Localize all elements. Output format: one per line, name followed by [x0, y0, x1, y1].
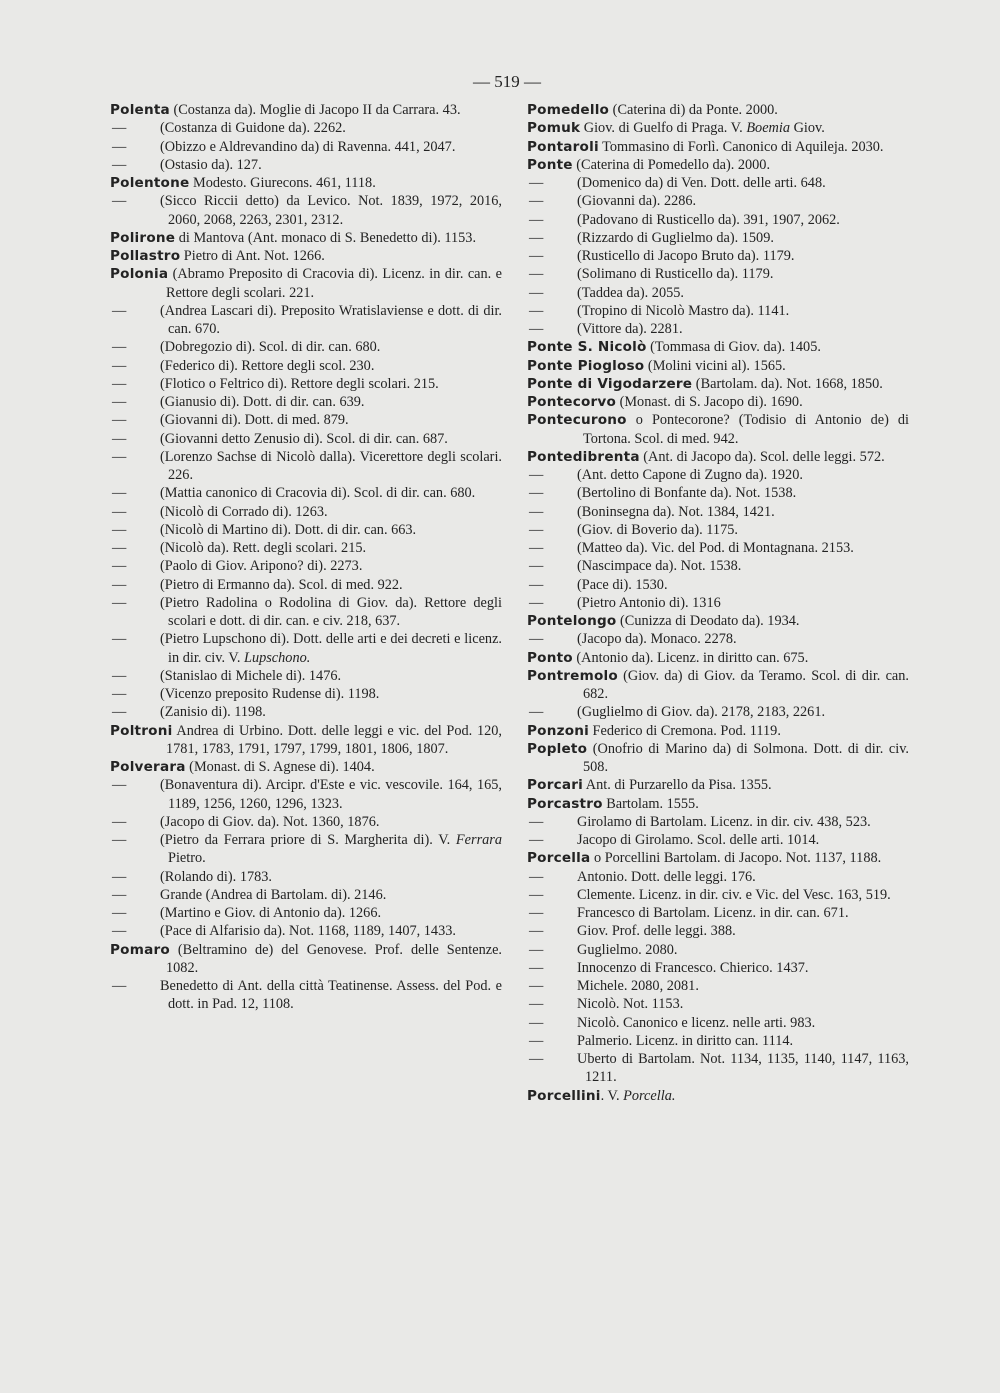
entry-italic-ref: Porcella. — [623, 1087, 676, 1104]
entry-text: Francesco di Bartolam. Licenz. in dir. can. 671. — [577, 905, 849, 921]
index-entry — [527, 357, 909, 375]
entry-text: Tommasino di Forlì. Canonico di Aquileja. 2030. — [598, 138, 884, 155]
index-entry — [110, 174, 502, 192]
entry-text: (Jacopo di Giov. da). Not. 1360, 1876. — [160, 813, 380, 830]
entry-text: (Costanza da). Moglie di Jacopo II da Carrara. 43. — [169, 102, 461, 118]
index-subentry — [110, 831, 502, 868]
index-entry — [527, 849, 909, 867]
entry-text: (Antonio da). Licenz. in diritto can. 675. — [572, 649, 809, 666]
ditto-dash: — — [112, 156, 127, 173]
entry-text: Jacopo di Girolamo. Scol. delle arti. 1014. — [577, 832, 820, 848]
entry-text: (Giov. da) di Giov. da Teramo. Scol. di dir. can. 682. — [583, 667, 909, 702]
ditto-dash: — — [112, 503, 127, 520]
entry-headword: Polverara — [110, 759, 186, 775]
ditto-dash: — — [112, 193, 127, 210]
entry-text: (Caterina di Pomedello da). 2000. — [572, 156, 771, 173]
index-subentry — [527, 302, 909, 320]
ditto-dash: — — [529, 631, 544, 648]
ditto-dash: — — [529, 503, 544, 520]
entry-headword: Porcella — [527, 850, 591, 867]
right-column — [527, 101, 909, 1105]
entry-text: (Pace di Alfarisio da). Not. 1168, 1189, 1407, 1433. — [160, 923, 456, 940]
index-subentry — [110, 430, 502, 448]
index-subentry — [527, 630, 909, 648]
index-subentry — [527, 576, 909, 594]
ditto-dash: — — [112, 886, 127, 903]
entry-headword: Poltroni — [110, 722, 173, 739]
entry-text: (Pietro Lupschono di). Dott. delle arti e dei decreti e licenz. in dir. civ. V. — [160, 631, 502, 666]
entry-headword: Pontaroli — [527, 138, 599, 155]
entry-text: (Nicolò di Martino di). Dott. di dir. can. 663. — [160, 521, 417, 538]
entry-headword: Ponzoni — [527, 722, 589, 739]
entry-text: (Domenico da) di Ven. Dott. delle arti. 648. — [577, 175, 826, 191]
index-subentry — [527, 539, 909, 557]
entry-text: . V. — [600, 1087, 624, 1104]
entry-text: (Federico di). Rettore degli scol. 230. — [160, 357, 375, 374]
index-entry — [527, 612, 909, 630]
entry-text: (Paolo di Giov. Aripono? di). 2273. — [160, 558, 363, 575]
entry-text: Bartolam. 1555. — [602, 795, 699, 812]
entry-headword: Pontremolo — [527, 667, 618, 684]
index-entry — [527, 101, 909, 119]
entry-text: (Molini vicini al). 1565. — [644, 357, 786, 374]
ditto-dash: — — [112, 375, 127, 392]
index-subentry — [110, 192, 502, 229]
entry-text: (Vittore da). 2281. — [577, 321, 683, 337]
index-subentry — [527, 521, 909, 539]
entry-text: (Giovanni detto Zenusio di). Scol. di dir. can. 687. — [160, 430, 448, 447]
index-subentry — [110, 630, 502, 667]
index-subentry — [110, 448, 502, 485]
left-column — [110, 101, 502, 1014]
index-entry — [527, 776, 909, 794]
entry-text: (Rusticello di Jacopo Bruto da). 1179. — [577, 248, 795, 264]
index-subentry — [110, 375, 502, 393]
entry-text: (Solimano di Rusticello da). 1179. — [577, 266, 774, 283]
entry-text: (Mattia canonico di Cracovia di). Scol. di dir. can. 680. — [160, 485, 476, 502]
index-subentry — [110, 922, 502, 940]
ditto-dash: — — [529, 886, 544, 903]
index-subentry — [110, 393, 502, 411]
index-subentry — [110, 484, 502, 502]
entry-text-tail: Pietro. — [168, 850, 206, 867]
entry-text: Modesto. Giurecons. 461, 1118. — [189, 175, 376, 191]
entry-headword: Polentone — [110, 175, 190, 191]
ditto-dash: — — [529, 1014, 544, 1031]
ditto-dash: — — [529, 959, 544, 976]
ditto-dash: — — [529, 540, 544, 556]
ditto-dash: — — [529, 558, 544, 575]
entry-text: (Guglielmo di Giov. da). 2178, 2183, 2261. — [577, 704, 826, 721]
index-entry — [527, 138, 909, 156]
index-subentry — [110, 357, 502, 375]
entry-text: (Nicolò da). Rett. degli scolari. 215. — [160, 540, 367, 556]
index-entry — [527, 411, 909, 448]
index-entry — [527, 722, 909, 740]
entry-text-tail: Giov. — [790, 120, 825, 137]
ditto-dash: — — [529, 594, 544, 611]
entry-text: (Boninsegna da). Not. 1384, 1421. — [577, 503, 775, 520]
ditto-dash: — — [112, 686, 127, 702]
entry-text: (Vicenzo preposito Rudense di). 1198. — [160, 686, 380, 702]
ditto-dash: — — [112, 576, 127, 593]
index-subentry — [110, 302, 502, 339]
entry-text: Giov. di Guelfo di Praga. V. — [580, 120, 747, 137]
entry-text: o Porcellini Bartolam. di Jacopo. Not. 1137, 1188. — [590, 850, 882, 867]
ditto-dash: — — [529, 485, 544, 502]
entry-text: (Giov. di Boverio da). 1175. — [577, 521, 738, 538]
ditto-dash: — — [529, 1051, 544, 1067]
entry-headword: Polonia — [110, 266, 169, 283]
index-subentry — [527, 922, 909, 940]
entry-text: (Matteo da). Vic. del Pod. di Montagnana. 2153. — [577, 540, 854, 556]
ditto-dash: — — [112, 412, 127, 429]
index-subentry — [527, 1014, 909, 1032]
entry-text: (Ant. di Jacopo da). Scol. delle leggi. 572. — [639, 448, 885, 465]
entry-text: (Martino e Giov. di Antonio da). 1266. — [160, 905, 382, 921]
entry-text: (Andrea Lascari di). Preposito Wratislaviense e dott. di dir. can. 670. — [160, 302, 502, 337]
index-subentry — [527, 484, 909, 502]
index-entry — [110, 265, 502, 302]
index-subentry — [527, 941, 909, 959]
ditto-dash: — — [529, 248, 544, 264]
index-entry — [527, 667, 909, 704]
entry-text: Michele. 2080, 2081. — [577, 978, 699, 994]
ditto-dash: — — [529, 229, 544, 246]
entry-text: (Giovanni da). 2286. — [577, 193, 697, 210]
index-subentry — [527, 868, 909, 886]
entry-text: Uberto di Bartolam. Not. 1134, 1135, 1140, 1147, 1163, 1211. — [577, 1051, 909, 1086]
ditto-dash: — — [112, 302, 127, 319]
entry-text: (Monast. di S. Agnese di). 1404. — [185, 759, 375, 775]
entry-text: Nicolò. Not. 1153. — [577, 996, 684, 1013]
index-entry — [527, 795, 909, 813]
entry-headword: Pomuk — [527, 120, 581, 137]
ditto-dash: — — [529, 576, 544, 593]
index-subentry — [527, 1050, 909, 1087]
ditto-dash: — — [112, 339, 127, 356]
ditto-dash: — — [529, 996, 544, 1013]
entry-text: Guglielmo. 2080. — [577, 941, 678, 958]
entry-text: Nicolò. Canonico e licenz. nelle arti. 983. — [577, 1014, 816, 1031]
entry-headword: Pontecorvo — [527, 394, 616, 410]
index-subentry — [527, 229, 909, 247]
ditto-dash: — — [529, 211, 544, 228]
index-subentry — [110, 539, 502, 557]
ditto-dash: — — [529, 704, 544, 721]
entry-text: (Obizzo e Aldrevandino da) di Ravenna. 441, 2047. — [160, 138, 456, 155]
index-entry — [527, 393, 909, 411]
index-subentry — [527, 1032, 909, 1050]
index-subentry — [527, 904, 909, 922]
entry-text: (Bonaventura di). Arcipr. d'Este e vic. vescovile. 164, 165, 1189, 1256, 1260, 1296, 1323. — [160, 777, 502, 812]
index-subentry — [110, 667, 502, 685]
entry-text: (Pace di). 1530. — [577, 576, 668, 593]
index-subentry — [527, 466, 909, 484]
ditto-dash: — — [112, 558, 127, 575]
index-subentry — [110, 338, 502, 356]
entry-text: Palmerio. Licenz. in diritto can. 1114. — [577, 1032, 794, 1049]
entry-italic-ref: Ferrara — [455, 832, 502, 848]
entry-text: (Caterina di) da Ponte. 2000. — [609, 102, 778, 118]
index-subentry — [110, 703, 502, 721]
ditto-dash: — — [112, 813, 127, 830]
entry-text: Benedetto di Ant. della città Teatinense. Assess. del Pod. e dott. in Pad. 12, 1108. — [160, 978, 502, 1013]
ditto-dash: — — [529, 1032, 544, 1049]
ditto-dash: — — [529, 175, 544, 191]
entry-text: (Dobregozio di). Scol. di dir. can. 680. — [160, 339, 381, 356]
entry-headword: Pomaro — [110, 941, 170, 958]
index-subentry — [527, 995, 909, 1013]
index-subentry — [527, 192, 909, 210]
index-subentry — [110, 411, 502, 429]
index-subentry — [110, 576, 502, 594]
index-entry — [110, 758, 502, 776]
ditto-dash: — — [529, 813, 544, 830]
index-entry — [527, 119, 909, 137]
index-subentry — [527, 557, 909, 575]
ditto-dash: — — [529, 905, 544, 921]
entry-text: Innocenzo di Francesco. Chierico. 1437. — [577, 959, 809, 976]
ditto-dash: — — [529, 284, 544, 301]
entry-text: (Tropino di Nicolò Mastro da). 1141. — [577, 302, 790, 319]
ditto-dash: — — [112, 521, 127, 538]
index-subentry — [110, 156, 502, 174]
index-entry — [527, 448, 909, 466]
ditto-dash: — — [112, 540, 127, 556]
ditto-dash: — — [529, 193, 544, 210]
ditto-dash: — — [112, 978, 127, 994]
entry-headword: Pontedibrenta — [527, 448, 640, 465]
ditto-dash: — — [112, 394, 127, 410]
entry-headword: Ponte — [527, 156, 573, 173]
index-subentry — [110, 868, 502, 886]
entry-headword: Pollastro — [110, 248, 181, 264]
index-subentry — [527, 211, 909, 229]
ditto-dash: — — [529, 302, 544, 319]
index-subentry — [527, 284, 909, 302]
ditto-dash: — — [112, 138, 127, 155]
index-entry — [527, 740, 909, 777]
index-subentry — [527, 703, 909, 721]
entry-headword: Ponte Piogloso — [527, 357, 645, 374]
ditto-dash: — — [112, 485, 127, 502]
index-entry — [527, 156, 909, 174]
ditto-dash: — — [112, 832, 127, 848]
entry-text: Clemente. Licenz. in dir. civ. e Vic. del Vesc. 163, 519. — [577, 886, 891, 903]
entry-headword: Porcellini — [527, 1087, 601, 1104]
entry-text: (Rolando di). 1783. — [160, 868, 272, 885]
ditto-dash: — — [112, 923, 127, 940]
index-subentry — [110, 813, 502, 831]
entry-text: (Nascimpace da). Not. 1538. — [577, 558, 742, 575]
index-subentry — [110, 776, 502, 813]
index-subentry — [527, 813, 909, 831]
entry-text: Pietro di Ant. Not. 1266. — [180, 248, 325, 264]
entry-headword: Pontelongo — [527, 613, 617, 629]
index-subentry — [110, 138, 502, 156]
entry-text: (Pietro da Ferrara priore di S. Margherita di). V. — [160, 832, 456, 848]
entry-text: (Lorenzo Sachse di Nicolò dalla). Vicerettore degli scolari. 226. — [160, 448, 502, 483]
entry-text: Antonio. Dott. delle leggi. 176. — [577, 868, 756, 885]
index-subentry — [110, 503, 502, 521]
entry-text: (Bertolino di Bonfante da). Not. 1538. — [577, 485, 797, 502]
ditto-dash: — — [529, 868, 544, 885]
entry-headword: Pontecurono — [527, 412, 627, 429]
index-subentry — [527, 831, 909, 849]
entry-headword: Ponte di Vigodarzere — [527, 375, 693, 392]
index-subentry — [527, 503, 909, 521]
entry-text: (Rizzardo di Guglielmo da). 1509. — [577, 229, 774, 246]
ditto-dash: — — [529, 941, 544, 958]
index-subentry — [110, 977, 502, 1014]
ditto-dash: — — [112, 448, 127, 465]
index-entry — [527, 1087, 909, 1105]
entry-text: (Taddea da). 2055. — [577, 284, 684, 301]
index-subentry — [527, 320, 909, 338]
entry-headword: Popleto — [527, 740, 588, 757]
ditto-dash: — — [112, 777, 127, 794]
index-subentry — [527, 247, 909, 265]
entry-text: (Pietro Radolina o Rodolina di Giov. da). Rettore degli scolari e dott. di dir. can. e civ. 218, 637. — [160, 594, 502, 629]
entry-text: (Ant. detto Capone di Zugno da). 1920. — [577, 467, 803, 483]
ditto-dash: — — [112, 667, 127, 684]
entry-text: Andrea di Urbino. Dott. delle leggi e vic. del Pod. 120, 1781, 1783, 1791, 1797, 1799, 1801, 1806, 1807. — [166, 722, 502, 757]
index-subentry — [110, 904, 502, 922]
entry-text: (Bartolam. da). Not. 1668, 1850. — [692, 375, 883, 392]
index-entry — [527, 338, 909, 356]
index-subentry — [527, 959, 909, 977]
entry-text: (Beltramino de) del Genovese. Prof. delle Sentenze. 1082. — [166, 941, 502, 976]
entry-text: (Pietro Antonio di). 1316 — [577, 594, 721, 611]
index-subentry — [527, 977, 909, 995]
index-subentry — [110, 685, 502, 703]
entry-text: (Zanisio di). 1198. — [160, 704, 266, 721]
index-subentry — [110, 594, 502, 631]
page-number: — 519 — — [473, 72, 541, 91]
index-subentry — [110, 521, 502, 539]
entry-text: (Sicco Riccii detto) da Levico. Not. 1839, 1972, 2016, 2060, 2068, 2263, 2301, 2312. — [160, 193, 502, 228]
index-subentry — [527, 265, 909, 283]
entry-text: (Jacopo da). Monaco. 2278. — [577, 631, 737, 648]
index-subentry — [527, 594, 909, 612]
entry-text: (Stanislao di Michele di). 1476. — [160, 667, 342, 684]
entry-text: (Padovano di Rusticello da). 391, 1907, 2062. — [577, 211, 840, 228]
entry-text: Ant. di Purzarello da Pisa. 1355. — [583, 777, 772, 794]
entry-text: Giov. Prof. delle leggi. 388. — [577, 923, 736, 940]
entry-headword: Polenta — [110, 102, 170, 118]
ditto-dash: — — [529, 321, 544, 337]
entry-italic-ref: Lupschono. — [244, 649, 311, 666]
ditto-dash: — — [112, 357, 127, 374]
entry-text: (Giovanni di). Dott. di med. 879. — [160, 412, 349, 429]
entry-text: (Monast. di S. Jacopo di). 1690. — [616, 394, 803, 410]
entry-text: (Abramo Preposito di Cracovia di). Licenz. in dir. can. e Rettore degli scolari. 221. — [166, 266, 502, 301]
index-entry — [527, 649, 909, 667]
entry-text: (Pietro di Ermanno da). Scol. di med. 922. — [160, 576, 403, 593]
entry-text: (Tommasa di Giov. da). 1405. — [646, 339, 821, 356]
ditto-dash: — — [112, 905, 127, 921]
ditto-dash: — — [112, 430, 127, 447]
entry-text: o Pontecorone? (Todisio di Antonio de) di Tortona. Scol. di med. 942. — [583, 412, 909, 447]
ditto-dash: — — [112, 868, 127, 885]
index-entry — [110, 722, 502, 759]
index-subentry — [527, 886, 909, 904]
entry-headword: Ponte S. Nicolò — [527, 339, 647, 356]
entry-text: (Costanza di Guidone da). 2262. — [160, 120, 346, 137]
ditto-dash: — — [112, 631, 127, 648]
index-subentry — [110, 886, 502, 904]
ditto-dash: — — [529, 978, 544, 994]
entry-text: Grande (Andrea di Bartolam. di). 2146. — [160, 886, 387, 903]
ditto-dash: — — [529, 467, 544, 483]
entry-headword: Polirone — [110, 229, 176, 246]
entry-text: (Gianusio di). Dott. di dir. can. 639. — [160, 394, 365, 410]
index-subentry — [527, 174, 909, 192]
index-entry — [110, 101, 502, 119]
entry-text: (Flotico o Feltrico di). Rettore degli scolari. 215. — [160, 375, 439, 392]
ditto-dash: — — [529, 521, 544, 538]
entry-headword: Porcari — [527, 777, 584, 794]
index-entry — [110, 941, 502, 978]
index-subentry — [110, 557, 502, 575]
entry-text: Federico di Cremona. Pod. 1119. — [588, 722, 781, 739]
entry-headword: Pomedello — [527, 102, 610, 118]
ditto-dash: — — [529, 832, 544, 848]
entry-text: di Mantova (Ant. monaco di S. Benedetto di). 1153. — [175, 229, 477, 246]
entry-text: (Ostasio da). 127. — [160, 156, 262, 173]
index-subentry — [110, 119, 502, 137]
ditto-dash: — — [112, 120, 127, 137]
index-entry — [110, 247, 502, 265]
entry-text: (Onofrio di Marino da) di Solmona. Dott. di dir. civ. 508. — [583, 740, 909, 775]
entry-text: (Nicolò di Corrado di). 1263. — [160, 503, 328, 520]
entry-headword: Porcastro — [527, 795, 603, 812]
entry-text: (Cunizza di Deodato da). 1934. — [616, 613, 800, 629]
index-entry — [110, 229, 502, 247]
entry-headword: Ponto — [527, 649, 573, 666]
entry-text: Girolamo di Bartolam. Licenz. in dir. civ. 438, 523. — [577, 813, 871, 830]
entry-italic-ref: Boemia — [746, 120, 790, 137]
ditto-dash: — — [529, 266, 544, 283]
index-entry — [527, 375, 909, 393]
ditto-dash: — — [112, 704, 127, 721]
ditto-dash: — — [529, 923, 544, 940]
ditto-dash: — — [112, 594, 127, 611]
